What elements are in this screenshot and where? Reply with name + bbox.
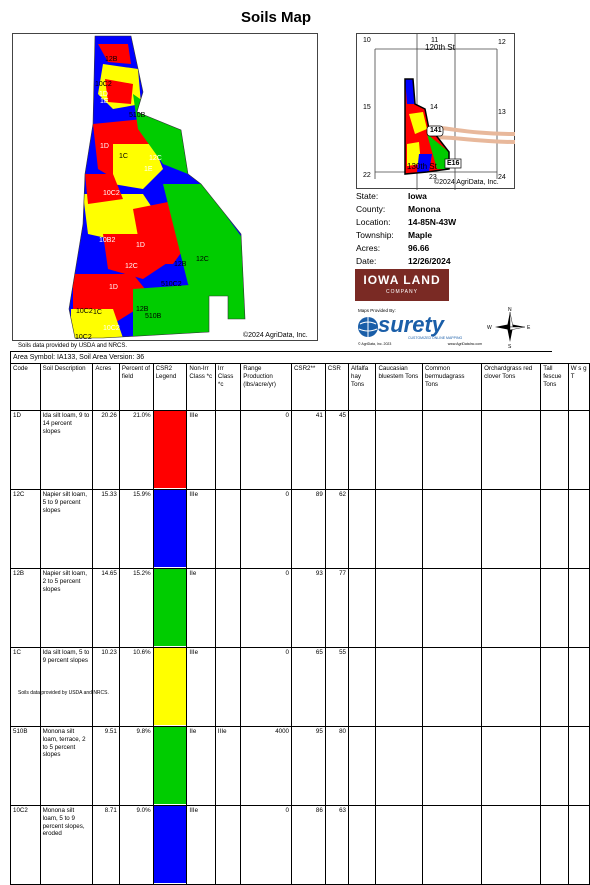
area-symbol: Area Symbol: IA133, Soil Area Version: 36 bbox=[10, 351, 552, 363]
map-label: 10B2 bbox=[99, 237, 116, 244]
cell-empty bbox=[568, 727, 589, 806]
cell-pct: 21.0% bbox=[119, 411, 153, 490]
cell-acres: 20.26 bbox=[93, 411, 119, 490]
cell-empty bbox=[422, 490, 481, 569]
map-label: 1D bbox=[99, 91, 108, 98]
cell-irr bbox=[215, 648, 240, 727]
logo-name: IOWA LAND bbox=[363, 273, 441, 287]
legend-color bbox=[154, 569, 187, 646]
map-label: 10C2 bbox=[75, 334, 92, 341]
cell-empty bbox=[376, 806, 422, 885]
legend-color bbox=[154, 411, 187, 488]
logo-sub: COMPANY bbox=[386, 289, 418, 295]
info-row-township bbox=[356, 230, 456, 243]
soils-table-body bbox=[11, 411, 590, 885]
cell-pct: 15.2% bbox=[119, 569, 153, 648]
csr2-legend-swatch bbox=[153, 569, 187, 648]
cell-nonirr: IIIe bbox=[187, 411, 216, 490]
cell-empty bbox=[349, 727, 376, 806]
map-label: 12B bbox=[136, 306, 149, 313]
cell-empty bbox=[376, 490, 422, 569]
csr2-legend-swatch bbox=[153, 727, 187, 806]
soils-source-note: Soils data provided by USDA and NRCS. bbox=[18, 343, 128, 349]
column-header: Acres bbox=[93, 364, 119, 411]
cell-empty bbox=[422, 569, 481, 648]
map-label: 12C bbox=[196, 256, 209, 263]
section-number: 14 bbox=[430, 104, 438, 111]
info-row-location bbox=[356, 217, 456, 230]
cell-desc: Napier silt loam, 2 to 5 percent slopes bbox=[40, 569, 93, 648]
table-row bbox=[11, 490, 590, 569]
map-label: 12C bbox=[125, 263, 138, 270]
cell-desc: Ida silt loam, 9 to 14 percent slopes bbox=[40, 411, 93, 490]
cell-empty bbox=[349, 648, 376, 727]
legend-color bbox=[154, 648, 187, 725]
cell-range: 0 bbox=[241, 490, 292, 569]
map-copyright: ©2024 AgriData, Inc. bbox=[243, 332, 308, 339]
compass-e: E bbox=[527, 325, 531, 331]
surety-globe-icon bbox=[357, 314, 379, 340]
column-header: Caucasian bluestem Tons bbox=[376, 364, 422, 411]
csr2-legend-swatch bbox=[153, 648, 187, 727]
cell-code: 10C2 bbox=[11, 806, 41, 885]
page-title: Soils Map bbox=[240, 9, 311, 26]
cell-csr2: 41 bbox=[291, 411, 325, 490]
cell-range: 0 bbox=[241, 569, 292, 648]
map-label: 1C bbox=[119, 153, 128, 160]
cell-csr2: 65 bbox=[291, 648, 325, 727]
surety-copyright: © AgriData, Inc. 2023 bbox=[358, 342, 392, 346]
cell-acres: 10.23 bbox=[93, 648, 119, 727]
route-marker: 141 bbox=[430, 127, 442, 134]
cell-empty bbox=[541, 648, 568, 727]
table-row bbox=[11, 569, 590, 648]
csr2-legend-swatch bbox=[153, 806, 187, 885]
footer-note: Soils data provided by USDA and NRCS. bbox=[18, 690, 109, 696]
cell-acres: 15.33 bbox=[93, 490, 119, 569]
cell-empty bbox=[376, 569, 422, 648]
compass-graphic bbox=[487, 306, 533, 348]
map-label: 1E bbox=[100, 98, 109, 105]
map-label: 10C2 bbox=[76, 308, 93, 315]
cell-empty bbox=[568, 490, 589, 569]
cell-csr: 55 bbox=[325, 648, 348, 727]
soils-table bbox=[10, 363, 590, 885]
property-info bbox=[356, 191, 456, 269]
surety-logo bbox=[356, 308, 482, 346]
surety-tagline: CUSTOMIZED ONLINE MAPPING bbox=[408, 336, 463, 340]
info-label: Acres: bbox=[356, 243, 381, 253]
section-number: 12 bbox=[498, 39, 506, 46]
info-label: Location: bbox=[356, 217, 391, 227]
column-header: Range Production (lbs/acre/yr) bbox=[241, 364, 292, 411]
column-header: Code bbox=[11, 364, 41, 411]
cell-empty bbox=[568, 806, 589, 885]
cell-empty bbox=[422, 648, 481, 727]
map-label: 1D bbox=[100, 143, 109, 150]
legend-color bbox=[154, 727, 187, 804]
cell-empty bbox=[568, 569, 589, 648]
column-header: W s g T bbox=[568, 364, 589, 411]
section-number: 24 bbox=[498, 174, 506, 181]
cell-acres: 8.71 bbox=[93, 806, 119, 885]
section-number: 23 bbox=[429, 174, 437, 181]
section-number: 13 bbox=[498, 109, 506, 116]
info-value: 12/26/2024 bbox=[408, 256, 451, 266]
compass-n: N bbox=[508, 307, 512, 313]
info-row-state bbox=[356, 191, 456, 204]
cell-nonirr: IIe bbox=[187, 727, 216, 806]
column-header: CSR2** bbox=[291, 364, 325, 411]
info-row-county bbox=[356, 204, 456, 217]
section-number: 15 bbox=[363, 104, 371, 111]
cell-empty bbox=[541, 569, 568, 648]
map-label: 510B bbox=[129, 112, 146, 119]
cell-range: 0 bbox=[241, 411, 292, 490]
cell-csr: 77 bbox=[325, 569, 348, 648]
cell-irr bbox=[215, 806, 240, 885]
cell-empty bbox=[541, 411, 568, 490]
column-header: Percent of field bbox=[119, 364, 153, 411]
cell-pct: 9.8% bbox=[119, 727, 153, 806]
column-header: Tall fescue Tons bbox=[541, 364, 568, 411]
cell-code: 1C bbox=[11, 648, 41, 727]
cell-range: 0 bbox=[241, 648, 292, 727]
column-header: CSR2 Legend bbox=[153, 364, 187, 411]
csr2-legend-swatch bbox=[153, 411, 187, 490]
surety-footer bbox=[358, 342, 482, 346]
cell-csr2: 93 bbox=[291, 569, 325, 648]
table-row bbox=[11, 806, 590, 885]
iowa-land-logo bbox=[355, 269, 449, 301]
info-value: Maple bbox=[408, 230, 433, 240]
info-label: County: bbox=[356, 204, 386, 214]
legend-color bbox=[154, 806, 187, 883]
cell-csr2: 89 bbox=[291, 490, 325, 569]
county-marker: E16 bbox=[447, 160, 460, 167]
soils-map-graphic bbox=[13, 34, 319, 342]
section-number: 22 bbox=[363, 172, 371, 179]
cell-acres: 9.51 bbox=[93, 727, 119, 806]
compass-s: S bbox=[508, 344, 512, 350]
column-header: Common bermudagrass Tons bbox=[422, 364, 481, 411]
column-header: Soil Description bbox=[40, 364, 93, 411]
maps-provided-by: Maps Provided By: bbox=[358, 308, 396, 313]
map-label: 12B bbox=[174, 261, 187, 268]
soils-map[interactable] bbox=[12, 33, 318, 341]
info-label: Date: bbox=[356, 256, 377, 266]
cell-empty bbox=[541, 727, 568, 806]
cell-empty bbox=[541, 490, 568, 569]
cell-empty bbox=[568, 411, 589, 490]
cell-empty bbox=[349, 806, 376, 885]
column-header: Orchardgrass red clover Tons bbox=[482, 364, 541, 411]
cell-empty bbox=[376, 648, 422, 727]
cell-empty bbox=[482, 727, 541, 806]
cell-desc: Monona silt loam, terrace, 2 to 5 percent slopes bbox=[40, 727, 93, 806]
column-header: CSR bbox=[325, 364, 348, 411]
info-value: 96.66 bbox=[408, 243, 430, 253]
map-label: 12B bbox=[105, 56, 118, 63]
table-row bbox=[11, 727, 590, 806]
cell-code: 12B bbox=[11, 569, 41, 648]
cell-csr: 80 bbox=[325, 727, 348, 806]
map-label: 1D bbox=[136, 242, 145, 249]
cell-empty bbox=[482, 569, 541, 648]
compass-rose-icon bbox=[487, 306, 533, 353]
cell-empty bbox=[482, 806, 541, 885]
cell-empty bbox=[349, 411, 376, 490]
cell-code: 1D bbox=[11, 411, 41, 490]
column-header: Irr Class *c bbox=[215, 364, 240, 411]
cell-nonirr: IIIe bbox=[187, 648, 216, 727]
cell-nonirr: IIe bbox=[187, 569, 216, 648]
cell-range: 0 bbox=[241, 806, 292, 885]
cell-empty bbox=[541, 806, 568, 885]
cell-empty bbox=[422, 727, 481, 806]
cell-nonirr: IIIe bbox=[187, 806, 216, 885]
map-label: 510C2 bbox=[161, 281, 182, 288]
map-label: 12C bbox=[149, 155, 162, 162]
csr2-legend-swatch bbox=[153, 490, 187, 569]
cell-desc: Ida silt loam, 5 to 9 percent slopes bbox=[40, 648, 93, 727]
location-map[interactable] bbox=[356, 33, 515, 189]
cell-csr: 63 bbox=[325, 806, 348, 885]
cell-irr bbox=[215, 490, 240, 569]
location-map-copyright: ©2024 AgriData, Inc. bbox=[434, 179, 499, 186]
section-number: 10 bbox=[363, 37, 371, 44]
map-label: 1D bbox=[109, 284, 118, 291]
surety-name: surety bbox=[378, 312, 445, 337]
cell-code: 510B bbox=[11, 727, 41, 806]
compass-w: W bbox=[487, 325, 492, 331]
cell-empty bbox=[482, 648, 541, 727]
cell-empty bbox=[349, 569, 376, 648]
table-header-row bbox=[11, 364, 590, 411]
column-header: Alfalfa hay Tons bbox=[349, 364, 376, 411]
cell-desc: Napier silt loam, 5 to 9 percent slopes bbox=[40, 490, 93, 569]
cell-empty bbox=[376, 727, 422, 806]
info-value: Iowa bbox=[408, 191, 427, 201]
surety-url: www.AgriDataInc.com bbox=[447, 342, 482, 346]
map-label: 10C2 bbox=[95, 81, 112, 88]
section-number: 11 bbox=[431, 37, 439, 44]
cell-empty bbox=[422, 411, 481, 490]
cell-pct: 9.0% bbox=[119, 806, 153, 885]
map-label: 10C2 bbox=[103, 325, 120, 332]
cell-csr: 62 bbox=[325, 490, 348, 569]
cell-empty bbox=[482, 411, 541, 490]
cell-irr: IIIe bbox=[215, 727, 240, 806]
cell-csr2: 86 bbox=[291, 806, 325, 885]
info-value: Monona bbox=[408, 204, 441, 214]
cell-irr bbox=[215, 411, 240, 490]
cell-pct: 15.9% bbox=[119, 490, 153, 569]
map-label: 1C bbox=[93, 309, 102, 316]
column-header: Non-Irr Class *c bbox=[187, 364, 216, 411]
info-label: State: bbox=[356, 191, 379, 201]
cell-desc: Monona silt loam, 5 to 9 percent slopes, eroded bbox=[40, 806, 93, 885]
cell-empty bbox=[482, 490, 541, 569]
cell-nonirr: IIIe bbox=[187, 490, 216, 569]
info-row-acres bbox=[356, 243, 456, 256]
cell-pct: 10.6% bbox=[119, 648, 153, 727]
info-label: Township: bbox=[356, 230, 394, 240]
legend-color bbox=[154, 490, 187, 567]
map-label: 10C2 bbox=[103, 190, 120, 197]
info-value: 14-85N-43W bbox=[408, 217, 457, 227]
info-row-date bbox=[356, 256, 456, 269]
cell-code: 12C bbox=[11, 490, 41, 569]
map-label: 510B bbox=[145, 313, 162, 320]
road-label-north: 120th St bbox=[425, 43, 455, 52]
cell-empty bbox=[568, 648, 589, 727]
cell-irr bbox=[215, 569, 240, 648]
cell-empty bbox=[349, 490, 376, 569]
cell-csr: 45 bbox=[325, 411, 348, 490]
cell-empty bbox=[422, 806, 481, 885]
cell-empty bbox=[376, 411, 422, 490]
map-label: 1E bbox=[144, 166, 153, 173]
cell-acres: 14.65 bbox=[93, 569, 119, 648]
cell-range: 4000 bbox=[241, 727, 292, 806]
table-row bbox=[11, 648, 590, 727]
cell-csr2: 95 bbox=[291, 727, 325, 806]
table-row bbox=[11, 411, 590, 490]
road-label-south: 130th St bbox=[407, 162, 437, 171]
